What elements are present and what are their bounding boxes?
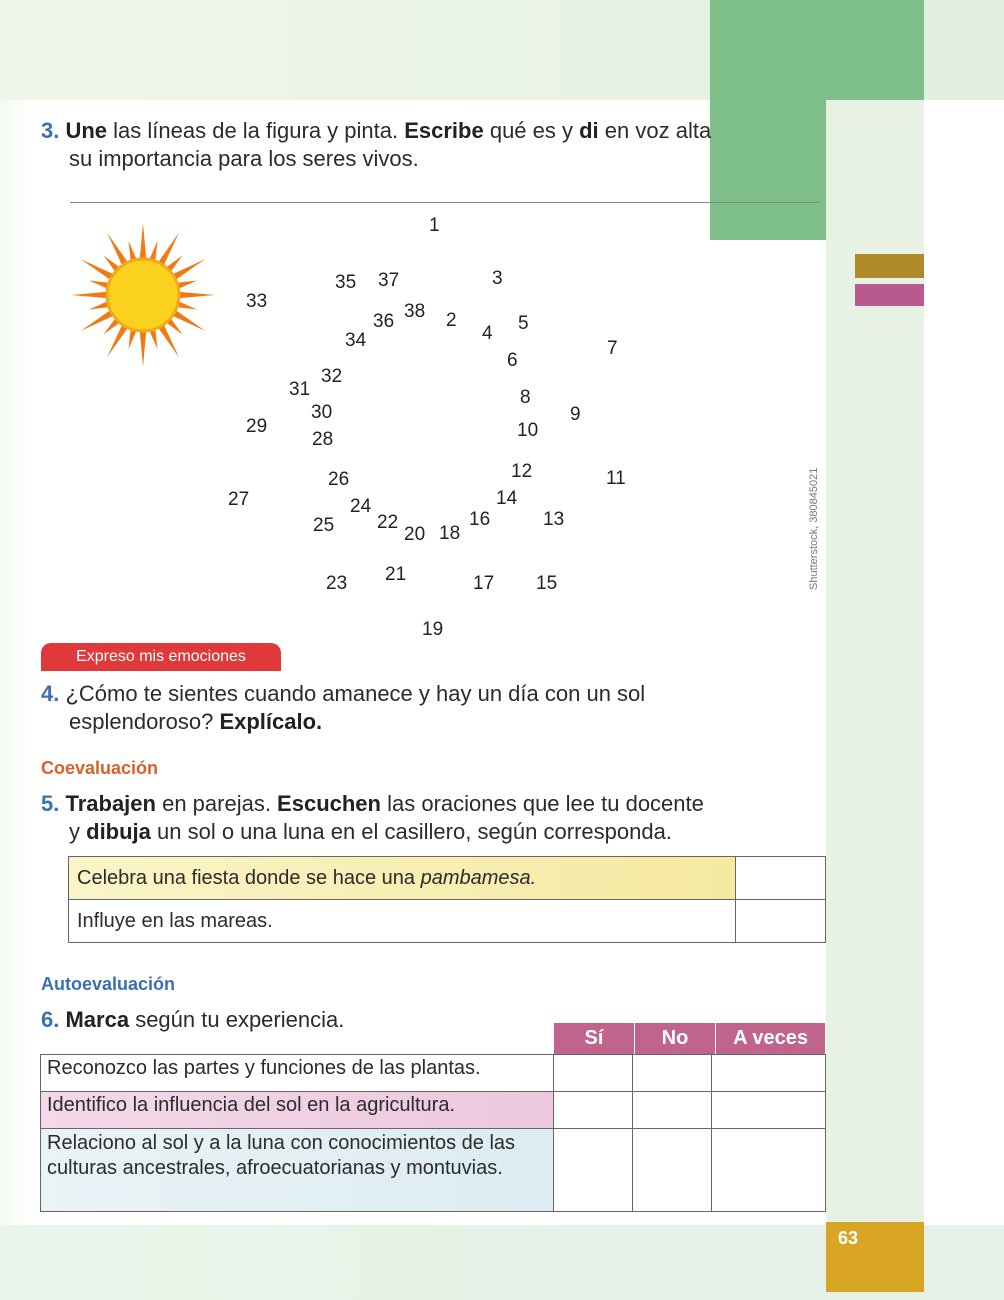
text: en voz alta	[598, 118, 712, 143]
dot-number-2: 2	[446, 310, 457, 331]
dot-number-29: 29	[246, 416, 268, 437]
italic-word: pambamesa.	[420, 866, 537, 889]
text: esplendoroso?	[69, 709, 220, 734]
table-row	[41, 1092, 826, 1129]
check-box-sometimes[interactable]	[712, 1055, 826, 1092]
table-row	[69, 857, 826, 900]
dot-number-8: 8	[520, 387, 531, 408]
dot-number-24: 24	[350, 496, 372, 517]
page-number: 63	[838, 1228, 859, 1248]
coevaluation-title: Coevaluación	[41, 758, 159, 778]
check-box-yes[interactable]	[554, 1129, 633, 1212]
bold-word: di	[579, 118, 599, 143]
self-evaluation-title: Autoevaluación	[41, 974, 176, 994]
header-no: No	[635, 1023, 716, 1055]
question-6	[41, 1006, 541, 1034]
dot-number-35: 35	[335, 272, 357, 293]
bold-word: Trabajen	[65, 791, 156, 816]
table-row	[41, 1055, 826, 1092]
text: las líneas de la figura y pinta.	[107, 118, 405, 143]
header-sometimes: A veces	[716, 1023, 826, 1055]
check-box-sometimes[interactable]	[712, 1129, 826, 1212]
statement-cell	[69, 857, 736, 900]
check-box-no[interactable]	[633, 1055, 712, 1092]
dot-number-22: 22	[377, 512, 399, 533]
check-box-sometimes[interactable]	[712, 1092, 826, 1129]
text: Celebra una fiesta donde se hace una	[77, 866, 421, 889]
dot-number-11: 11	[606, 468, 626, 489]
text: su importancia para los seres vivos.	[69, 146, 419, 171]
check-box-yes[interactable]	[554, 1055, 633, 1092]
text: ¿Cómo te sientes cuando amanece y hay un día con un sol	[65, 681, 646, 706]
dot-number-6: 6	[507, 350, 518, 371]
dot-number-31: 31	[289, 379, 311, 400]
dot-number-38: 38	[404, 301, 426, 322]
dot-number-21: 21	[385, 564, 407, 585]
statement-cell: Identifico la influencia del sol en la agricultura.	[41, 1092, 554, 1129]
dot-number-12: 12	[511, 461, 533, 482]
bold-word: Marca	[65, 1007, 130, 1032]
question-4	[41, 680, 801, 736]
check-box-no[interactable]	[633, 1092, 712, 1129]
text: según tu experiencia.	[129, 1007, 345, 1032]
dot-number-16: 16	[469, 509, 491, 530]
dot-number-33: 33	[246, 291, 268, 312]
image-credit: Shutterstock, 380845021	[808, 467, 820, 590]
dot-number-36: 36	[373, 311, 395, 332]
dot-number-3: 3	[492, 268, 503, 289]
self-eval-header	[553, 1022, 826, 1055]
bold-word: Escuchen	[277, 791, 381, 816]
dot-number-10: 10	[517, 420, 539, 441]
question-number: 3.	[41, 118, 60, 143]
text: en parejas.	[155, 791, 278, 816]
dot-number-32: 32	[321, 366, 343, 387]
self-eval-table	[40, 1054, 826, 1212]
text: un sol o una luna en el casillero, según corresponda.	[150, 819, 672, 844]
table-row	[41, 1129, 826, 1212]
header-yes: Sí	[554, 1023, 635, 1055]
check-box-yes[interactable]	[554, 1092, 633, 1129]
question-number: 4.	[41, 681, 60, 706]
check-box-no[interactable]	[633, 1129, 712, 1212]
dot-number-13: 13	[543, 509, 565, 530]
question-number: 6.	[41, 1007, 60, 1032]
bold-word: Explícalo.	[219, 709, 323, 734]
dot-number-37: 37	[378, 270, 400, 291]
emotions-label: Expreso mis emociones	[41, 643, 281, 671]
sun-moon-table	[68, 856, 826, 943]
dot-number-28: 28	[312, 429, 334, 450]
dot-number-25: 25	[313, 515, 335, 536]
dot-number-1: 1	[429, 215, 440, 236]
question-number: 5.	[41, 791, 60, 816]
dot-number-5: 5	[518, 313, 529, 334]
dot-number-19: 19	[422, 619, 444, 640]
text: qué es y	[483, 118, 580, 143]
statement-cell: Reconozco las partes y funciones de las plantas.	[41, 1055, 554, 1092]
statement-cell: Influye en las mareas.	[69, 900, 736, 943]
dot-number-17: 17	[473, 573, 495, 594]
question-5	[41, 790, 831, 846]
dot-number-14: 14	[496, 488, 518, 509]
dot-number-26: 26	[328, 469, 350, 490]
bold-word: dibuja	[86, 819, 151, 844]
dot-number-4: 4	[482, 323, 493, 344]
dot-number-20: 20	[404, 524, 426, 545]
dot-number-34: 34	[345, 330, 367, 351]
bold-word: Une	[65, 118, 108, 143]
answer-box[interactable]	[736, 900, 826, 943]
dot-number-30: 30	[311, 402, 333, 423]
dot-number-15: 15	[536, 573, 558, 594]
dot-number-23: 23	[326, 573, 348, 594]
bold-word: Escribe	[404, 118, 484, 143]
dot-number-27: 27	[228, 489, 250, 510]
text: y	[69, 819, 87, 844]
answer-box[interactable]	[736, 857, 826, 900]
dot-number-18: 18	[439, 523, 461, 544]
text: las oraciones que lee tu docente	[380, 791, 704, 816]
statement-cell: Relaciono al sol y a la luna con conocimientos de las culturas ancestrales, afroecuatorianas y montuvias.	[41, 1129, 554, 1212]
dot-number-9: 9	[570, 404, 581, 425]
dot-number-7: 7	[607, 338, 618, 359]
table-row	[69, 900, 826, 943]
